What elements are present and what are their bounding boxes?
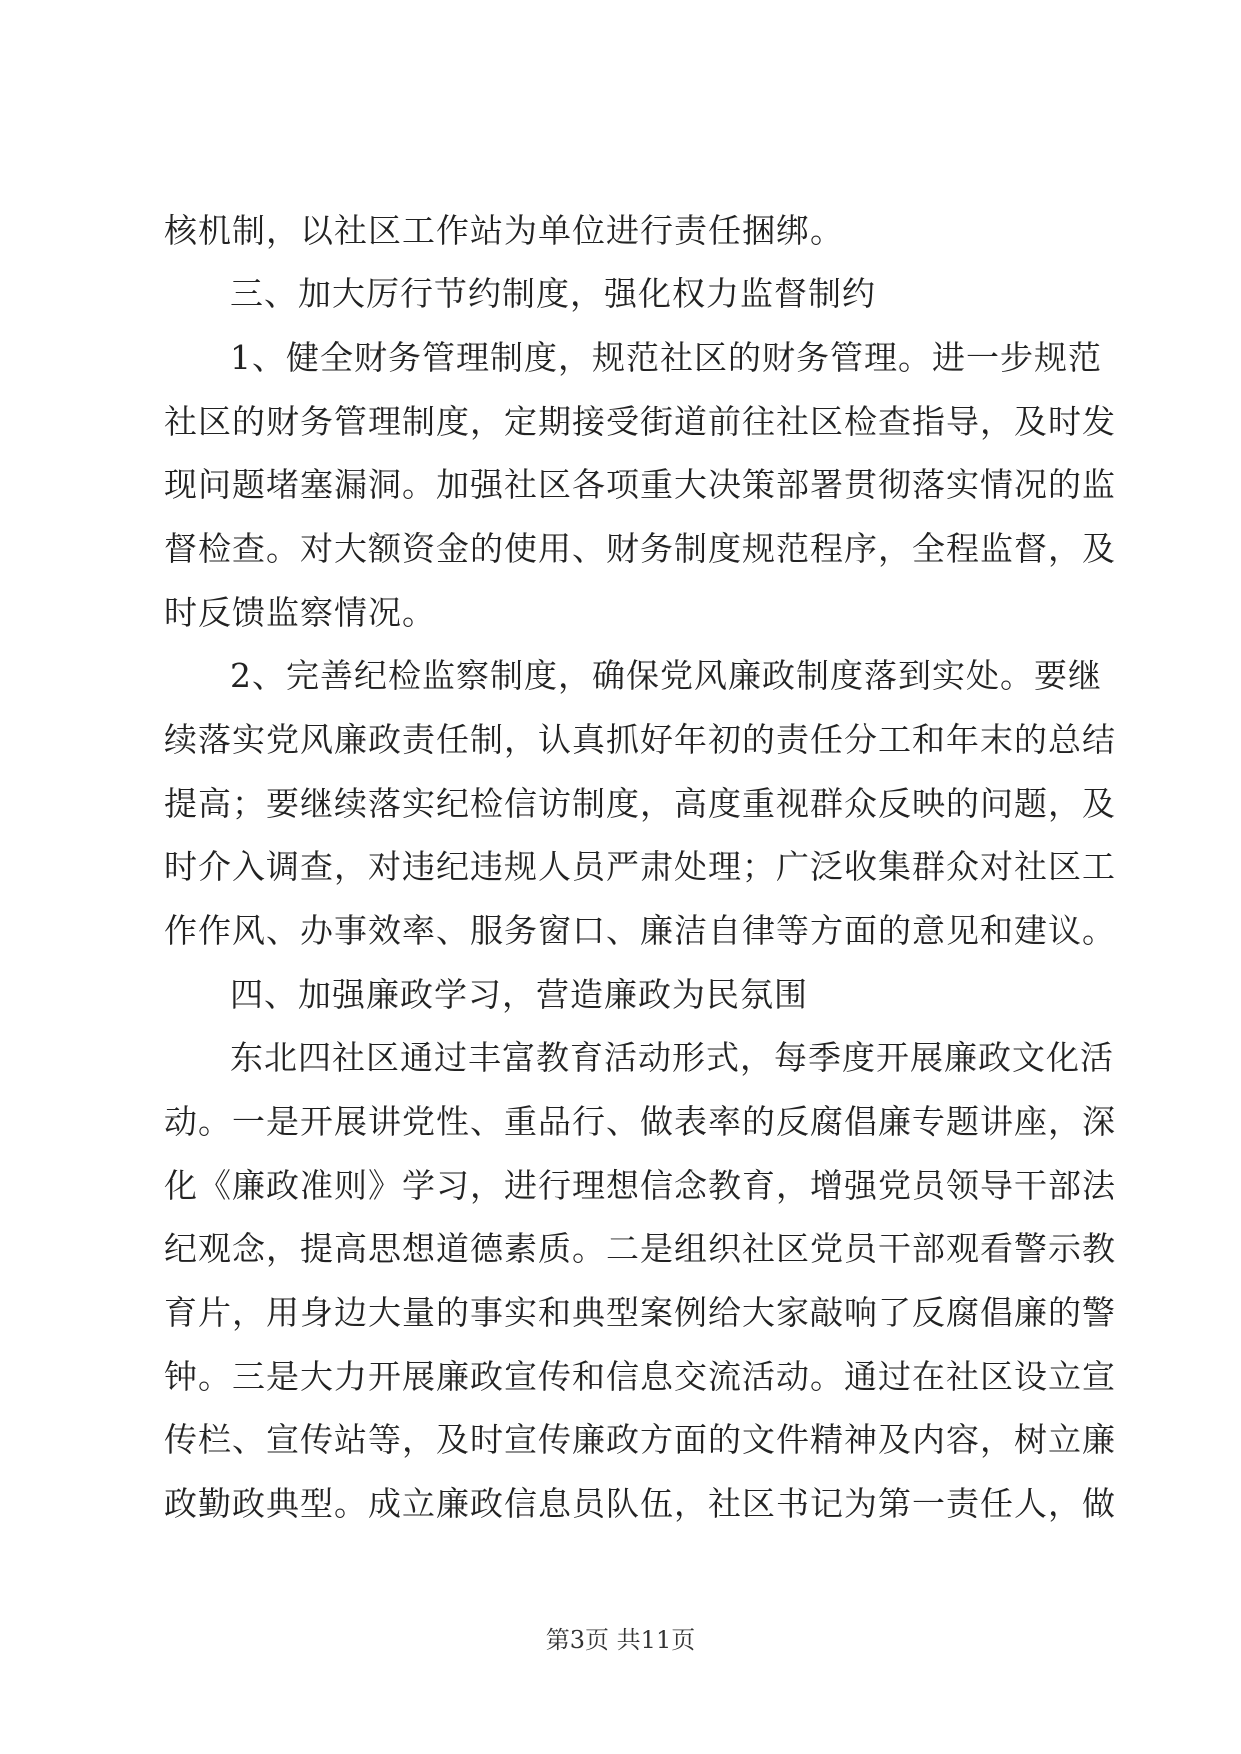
section-heading: 三、加大厉行节约制度，强化权力监督制约 xyxy=(230,274,876,313)
page-number: 第3页 共11页 xyxy=(545,1626,696,1654)
body-line: 动。一是开展讲党性、重品行、做表率的反腐倡廉专题讲座，深 xyxy=(164,1102,1116,1141)
body-line: 2、完善纪检监察制度，确保党风廉政制度落到实处。要继 xyxy=(230,656,1102,695)
body-line: 化《廉政准则》学习，进行理想信念教育，增强党员领导干部法 xyxy=(164,1166,1116,1205)
body-line: 传栏、宣传站等，及时宣传廉政方面的文件精神及内容，树立廉 xyxy=(164,1420,1116,1459)
body-line: 核机制，以社区工作站为单位进行责任捆绑。 xyxy=(164,211,844,250)
body-line: 时介入调查，对违纪违规人员严肃处理；广泛收集群众对社区工 xyxy=(164,847,1116,886)
body-line: 社区的财务管理制度，定期接受街道前往社区检查指导，及时发 xyxy=(164,402,1116,441)
body-line: 政勤政典型。成立廉政信息员队伍，社区书记为第一责任人，做 xyxy=(164,1484,1116,1523)
body-line: 东北四社区通过丰富教育活动形式，每季度开展廉政文化活 xyxy=(230,1038,1114,1077)
body-line: 作作风、办事效率、服务窗口、廉洁自律等方面的意见和建议。 xyxy=(164,911,1116,950)
section-heading: 四、加强廉政学习，营造廉政为民氛围 xyxy=(230,975,808,1014)
body-line: 现问题堵塞漏洞。加强社区各项重大决策部署贯彻落实情况的监 xyxy=(164,465,1116,504)
body-line: 1、健全财务管理制度，规范社区的财务管理。进一步规范 xyxy=(230,338,1102,377)
body-line: 钟。三是大力开展廉政宣传和信息交流活动。通过在社区设立宣 xyxy=(164,1357,1116,1396)
body-line: 纪观念，提高思想道德素质。二是组织社区党员干部观看警示教 xyxy=(164,1229,1116,1268)
body-line: 育片，用身边大量的事实和典型案例给大家敲响了反腐倡廉的警 xyxy=(164,1293,1116,1332)
body-line: 提高；要继续落实纪检信访制度，高度重视群众反映的问题，及 xyxy=(164,784,1116,823)
body-line: 督检查。对大额资金的使用、财务制度规范程序，全程监督，及 xyxy=(164,529,1116,568)
body-line: 时反馈监察情况。 xyxy=(164,593,436,632)
body-line: 续落实党风廉政责任制，认真抓好年初的责任分工和年末的总结 xyxy=(164,720,1116,759)
